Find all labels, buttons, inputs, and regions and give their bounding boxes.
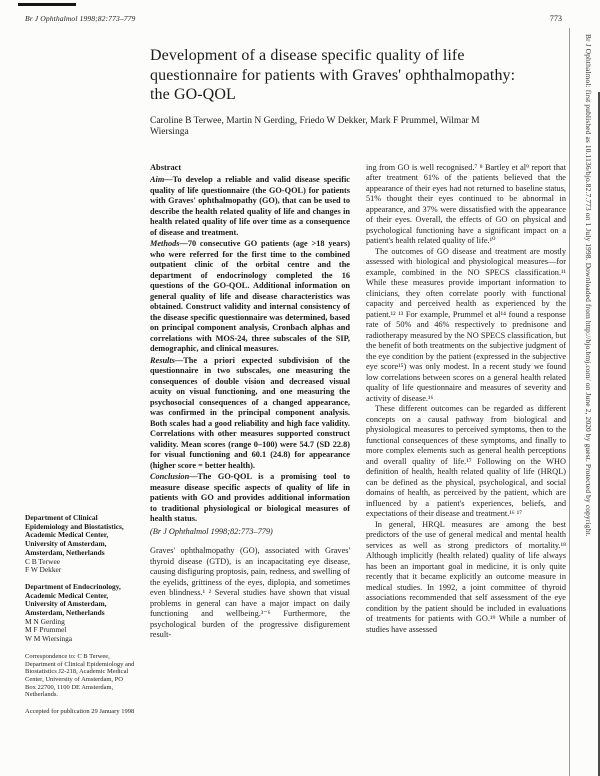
abstract-text: —To develop a reliable and valid disease specific quality of life questionnaire (the GO-QOL) for patients with Graves' ophthalmopathy (GO), that can be used to describe the health related quality of life and changes in health related quality of life over time as a consequence of disease and treatment. [150, 175, 350, 237]
body-paragraph: The outcomes of GO disease and treatment are mostly assessed with biological and physiological measures—for example, combined in the NO SPECS classification.¹¹ While these measures provide important information to clinicians, they often correlate poorly with functional capacity and perceived health as experienced by the patient.¹² ¹³ For example, Prummel et al¹⁴ found a response rate of 50% and 46% respectively to prednisone and radiotherapy measured by the NO SPECS classification, but the benefit of both treatments on the subjective judgment of the eye condition by the patient (expressed in the subjective eye score¹⁵) was only modest. In a recent study we found low correlations between scores on a general health related quality of life questionnaire and measures of severity and activity of disease.¹⁶ [366, 246, 566, 403]
correspondence-note: Correspondence to: C B Terwee, Department of Clinical Epidemiology and Biostatistics J2-218, Academic Medical Center, University of Amsterdam, PO Box 22700, 1100 DE Amsterdam, Netherlands. [25, 652, 135, 699]
right-column [366, 163, 566, 763]
body-paragraph: These different outcomes can be regarded as different concepts on a causal pathway from biological and physiological measures to perceived symptoms, then to the functional consequences of these symptoms, and finally to more complex elements such as general health perceptions and overall quality of life.¹⁷ Following on the WHO definition of health, health related quality of life (HRQL) can be defined as the physical, psychological, and social domains of health, as perceived by the patient, which are influenced by a patient's experiences, beliefs, and expectations of their disease and treatment.¹⁶ ¹⁷ [366, 404, 566, 518]
abstract-aim [150, 175, 350, 238]
abstract-lead: Aim [150, 175, 165, 184]
affiliation-names [25, 618, 135, 644]
authors-line: Caroline B Terwee, Martin N Gerding, Friedo W Dekker, Mark F Prummel, Wilmar M Wiersinga [150, 115, 480, 137]
author-initials: M N Gerding [25, 616, 65, 626]
affiliation-dept: Department of Clinical Epidemiology and Biostatistics, Academic Medical Center, University of Amsterdam, Amsterdam, Netherlands [25, 513, 124, 557]
abstract-lead: Results [150, 355, 175, 365]
article-title: Development of a disease specific quality of life questionnaire for patients with Graves' ophthalmopathy: the GO-QOL [150, 47, 516, 103]
journal-citation: Br J Ophthalmol 1998;82:773–779 [25, 14, 136, 23]
left-column [150, 163, 350, 763]
column-rule [569, 28, 570, 776]
abstract-text: —70 consecutive GO patients (age >18 years) who were referred for the first time to the combined outpatient clinic of the orbital centre and the department of endocrinology completed the 16 questions of the GO-QOL. Additional information on general quality of life and disease characteristics was obtained. Construct validity and internal consistency of the disease specific questionnaire was determined, based on principal component analysis, Cronbach alphas and correlations with MOS-24, three subscales of the SIP, demographic, and clinical measures. [150, 239, 350, 353]
accepted-note: Accepted for publication 29 January 1998 [25, 708, 135, 716]
abstract-text: —The a priori expected subdivision of the questionnaire in two subscales, one measuring the consequences of double vision and decreased visual acuity on visual functioning, and one measuring the psychosocial consequences of a changed appearance, was confirmed in the principal component analysis. Both scales had a good reliability and high face validity. Correlations with other measures supported construct validity. Mean scores (range 0–100) were 54.7 (SD 22.8) for visual functioning and 60.1 (24.8) for appearance (higher score = better health). [150, 355, 350, 470]
abstract-lead: Methods [150, 239, 180, 248]
author-initials: M F Prummel [25, 625, 67, 635]
two-column-text [150, 163, 566, 763]
abstract-methods [150, 239, 350, 355]
page-number: 773 [549, 14, 562, 23]
body-paragraph: In general, HRQL measures are among the best predictors of the use of general medical and mental health services as well as strong predictors of mortality.¹⁸ Although implicitly (health related) quality of life always has been an important goal in medicine, it is only quite recently that it became explicitly an outcome measure in medical studies. In 1992, a joint committee of thyroid associations recommended that self assessment of the eye condition by the patient should be included in evaluations of treatments for patients with GO.¹⁹ While a number of studies have assessed [366, 519, 566, 634]
abstract-results [150, 356, 350, 472]
affiliations-rail [25, 514, 135, 716]
abstract-citation: (Br J Ophthalmol 1998;82:773–779) [150, 526, 273, 536]
scan-artifact [18, 3, 76, 6]
body-paragraph: ing from GO is well recognised.⁷ ⁸ Bartley et al⁹ report that after treatment 61% of the patients believed that the appearance of their eyes had not returned to baseline status, 51% thought their eyes continued to be abnormal in appearance, and 37% were dissatisfied with the appearance of their eyes. Overall, the effects of GO on physical and psychological functioning have a significant impact on a patient's health related quality of life.¹⁰ [366, 162, 566, 245]
sideways-copyright-text: Br J Ophthalmol: first published as 10.1136/bjo.82.7.773 on 1 July 1998. Downloaded from http://bjo.bmj.com/ on June 2, 2020 by guest. Protected by copyright. [584, 34, 593, 537]
abstract-lead: Conclusion [150, 472, 190, 481]
author-initials: F W Dekker [25, 565, 62, 575]
author-initials: C B Terwee [25, 556, 61, 566]
article-body [150, 46, 566, 763]
abstract-conclusion [150, 472, 350, 525]
author-initials: W M Wiersinga [25, 634, 73, 644]
affiliation-names [25, 558, 135, 575]
page-header [25, 14, 562, 23]
abstract-text: —The GO-QOL is a promising tool to measure disease specific aspects of quality of life in patients with GO and provides additional information to traditional physiological or biological measures of health status. [150, 472, 350, 523]
abstract-heading: Abstract [150, 162, 182, 172]
intro-paragraph: Graves' ophthalmopathy (GO), associated with Graves' thyroid disease (GTD), is an incapacitating eye disease, causing disfiguring proptosis, pain, redness, and swelling of the eyelids, grittiness of the eyes, diplopia, and sometimes even blindness.¹ ² Several studies have shown that visual problems in general can have a major impact on daily functioning and wellbeing.³⁻⁶ Furthermore, the psychological burden of the progressive disfigurement result- [150, 546, 350, 639]
affiliation-dept: Department of Endocrinology, Academic Medical Center, University of Amsterdam, Amsterdam, Netherlands [25, 581, 121, 618]
